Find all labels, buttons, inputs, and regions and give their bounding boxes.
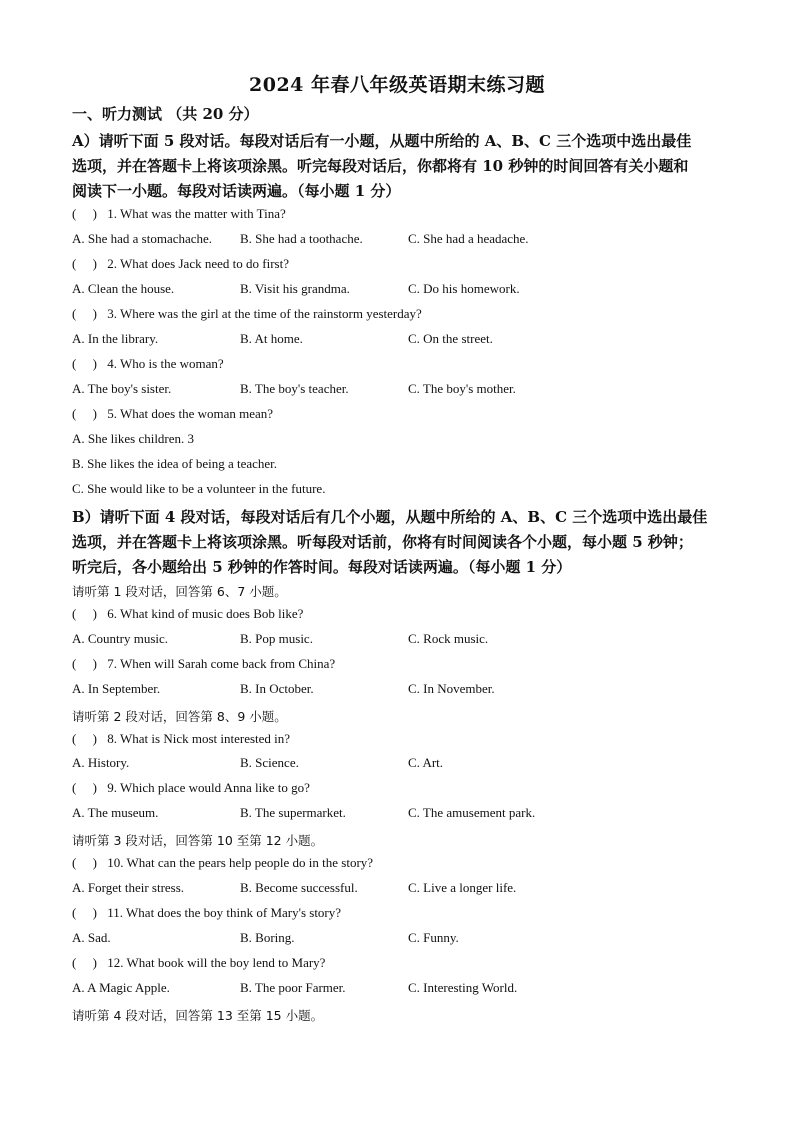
option-a: A. A Magic Apple. — [72, 980, 170, 995]
option-b: B. The poor Farmer. — [240, 980, 346, 995]
part-b-instruction-line-2: 选项，并在答题卡上将该项涂黑。听每段对话前，你将有时间阅读各个小题，每小题 5 秒钟； — [72, 533, 693, 551]
question-text: 6. What kind of music does Bob like? — [107, 606, 304, 621]
option-a: A. The boy's sister. — [72, 381, 172, 396]
option-b: B. Boring. — [240, 930, 295, 945]
answer-blank[interactable]: ( ) — [72, 731, 97, 746]
question-text: 1. What was the matter with Tina? — [107, 206, 286, 221]
option-a: A. Clean the house. — [72, 281, 175, 296]
part-a-instruction-line-2: 选项，并在答题卡上将该项涂黑。听完每段对话后，你都将有 10 秒钟的时间回答有关小题和 — [72, 157, 689, 175]
option-c: C. Live a longer life. — [408, 880, 517, 895]
option-a: A. In the library. — [72, 331, 159, 346]
option-c: C. She would like to be a volunteer in the future. — [72, 481, 326, 496]
option-b: B. The supermarket. — [240, 805, 346, 820]
answer-blank[interactable]: ( ) — [72, 256, 97, 271]
answer-blank[interactable]: ( ) — [72, 855, 97, 870]
question-6 — [72, 606, 303, 622]
option-c: C. In November. — [408, 681, 495, 696]
option-c: C. Art. — [408, 755, 444, 770]
question-text: 5. What does the woman mean? — [107, 406, 274, 421]
option-c: C. Interesting World. — [408, 980, 518, 995]
option-a: A. In September. — [72, 681, 161, 696]
question-9 — [72, 780, 310, 796]
option-c: C. On the street. — [408, 331, 493, 346]
question-7 — [72, 656, 335, 672]
question-2 — [72, 256, 289, 272]
option-a: A. History. — [72, 755, 130, 770]
option-b: B. She likes the idea of being a teacher. — [72, 456, 278, 471]
page-title: 2024 年春八年级英语期末练习题 — [249, 74, 545, 96]
option-b: B. Science. — [240, 755, 299, 770]
question-8 — [72, 731, 290, 747]
dialogue-1-instruction: 请听第 1 段对话，回答第 6、7 小题。 — [72, 584, 287, 599]
option-b: B. The boy's teacher. — [240, 381, 349, 396]
dialogue-3-instruction: 请听第 3 段对话，回答第 10 至第 12 小题。 — [72, 833, 324, 848]
option-b: B. Pop music. — [240, 631, 313, 646]
answer-blank[interactable]: ( ) — [72, 206, 97, 221]
answer-blank[interactable]: ( ) — [72, 955, 97, 970]
option-b: B. In October. — [240, 681, 314, 696]
option-a: A. She likes children. 3 — [72, 431, 195, 446]
option-a: A. The museum. — [72, 805, 159, 820]
option-a: A. Forget their stress. — [72, 880, 185, 895]
answer-blank[interactable]: ( ) — [72, 406, 97, 421]
section-heading: 一、听力测试 （共 20 分） — [72, 105, 259, 123]
part-b-instruction-line-1: B）请听下面 4 段对话，每段对话后有几个小题，从题中所给的 A、B、C 三个选项中选出最佳 — [72, 508, 708, 526]
question-10 — [72, 855, 373, 871]
option-c: C. She had a headache. — [408, 231, 529, 246]
answer-blank[interactable]: ( ) — [72, 656, 97, 671]
question-5 — [72, 406, 273, 422]
option-b: B. She had a toothache. — [240, 231, 363, 246]
question-3 — [72, 306, 422, 322]
dialogue-2-instruction: 请听第 2 段对话，回答第 8、9 小题。 — [72, 709, 287, 724]
answer-blank[interactable]: ( ) — [72, 306, 97, 321]
option-c: C. Funny. — [408, 930, 459, 945]
option-a: A. She had a stomachache. — [72, 231, 213, 246]
question-text: 11. What does the boy think of Mary's story? — [107, 905, 342, 920]
question-text: 12. What book will the boy lend to Mary? — [107, 955, 326, 970]
option-b: B. Visit his grandma. — [240, 281, 350, 296]
option-b: B. At home. — [240, 331, 303, 346]
option-c: C. Rock music. — [408, 631, 489, 646]
question-4 — [72, 356, 224, 372]
option-b: B. Become successful. — [240, 880, 358, 895]
part-a-instruction-line-1: A）请听下面 5 段对话。每段对话后有一小题，从题中所给的 A、B、C 三个选项中选出最佳 — [72, 132, 692, 150]
question-1 — [72, 206, 286, 222]
question-text: 7. When will Sarah come back from China? — [107, 656, 336, 671]
option-c: C. The boy's mother. — [408, 381, 516, 396]
question-text: 10. What can the pears help people do in the story? — [107, 855, 374, 870]
option-a: A. Sad. — [72, 930, 111, 945]
answer-blank[interactable]: ( ) — [72, 356, 97, 371]
option-a: A. Country music. — [72, 631, 169, 646]
question-11 — [72, 905, 341, 921]
question-text: 8. What is Nick most interested in? — [107, 731, 291, 746]
option-c: C. The amusement park. — [408, 805, 536, 820]
question-text: 3. Where was the girl at the time of the rainstorm yesterday? — [107, 306, 422, 321]
question-12 — [72, 955, 325, 971]
answer-blank[interactable]: ( ) — [72, 780, 97, 795]
question-text: 4. Who is the woman? — [107, 356, 224, 371]
dialogue-4-instruction: 请听第 4 段对话，回答第 13 至第 15 小题。 — [72, 1008, 324, 1023]
part-b-instruction-line-3: 听完后，各小题给出 5 秒钟的作答时间。每段对话读两遍。（每小题 1 分） — [72, 558, 572, 576]
part-a-instruction-line-3: 阅读下一小题。每段对话读两遍。（每小题 1 分） — [72, 182, 401, 200]
question-text: 9. Which place would Anna like to go? — [107, 780, 310, 795]
answer-blank[interactable]: ( ) — [72, 905, 97, 920]
answer-blank[interactable]: ( ) — [72, 606, 97, 621]
question-text: 2. What does Jack need to do first? — [107, 256, 289, 271]
option-c: C. Do his homework. — [408, 281, 520, 296]
